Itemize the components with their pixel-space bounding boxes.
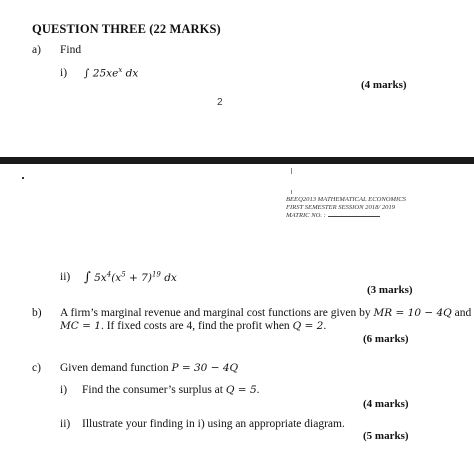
scan-mark [291,190,292,194]
part-ci-q-value: Q = 5 [225,384,257,396]
scan-mark [291,168,292,174]
part-aii-marks: (3 marks) [367,284,413,296]
part-a-label: a) [32,44,41,56]
part-b-mr-formula: MR = 10 − 4Q [373,307,452,319]
semester-session: FIRST SEMESTER SESSION 2018/ 2019 [286,204,396,211]
part-b-text-1: A firm’s marginal revenue and marginal cost functions are given by [60,307,371,319]
integral-differential: dx [125,67,139,80]
question-title: QUESTION THREE (22 MARKS) [32,22,221,36]
part-ai-marks: (4 marks) [361,79,407,91]
part-c-label: c) [32,362,41,374]
part-b-label: b) [32,307,42,319]
part-c-demand-formula: P = 30 − 4Q [171,362,239,374]
part-ci-line [82,384,260,396]
part-a-text: Find [60,44,82,56]
page-break-rule [0,157,474,164]
part-cii-marks: (5 marks) [363,430,409,442]
exam-header [286,196,406,220]
part-c-text: Given demand function [60,362,169,374]
part-b-text-4: . [323,320,327,332]
part-b-text-2: and [454,307,472,319]
part-b-text-3: . If fixed costs are 4, find the profit when [100,320,290,332]
part-c-line [60,362,238,374]
integral-exponent: x [118,66,123,74]
page-number: 2 [217,97,223,108]
part-cii-label: ii) [60,418,71,430]
part-cii-text: Illustrate your finding in i) using an appropriate diagram. [82,418,345,430]
matric-no-line [328,216,380,217]
matric-no-label [286,212,406,220]
part-ai-label: i) [60,67,68,79]
part-b-mc-formula: MC = 1 [60,320,101,332]
part-ci-text: Find the consumer’s surplus at [82,384,223,396]
part-b-q-value: Q = 2 [292,320,324,332]
scan-speck [22,177,24,179]
part-b-line1 [60,307,471,319]
part-b-line2 [60,320,326,332]
part-ci-label: i) [60,384,68,396]
integral-expression: ∫ 25xe [84,67,119,80]
part-ci-end: . [256,384,260,396]
part-ai-integral [84,66,138,80]
part-ci-marks: (4 marks) [363,398,409,410]
matric-no-text: MATRIC NO. : [286,212,326,219]
part-b-marks: (6 marks) [363,333,409,345]
part-aii-integral: ∫ $5x^4(x^5 + 7)^{19}$ dx [84,270,177,285]
part-aii-label: ii) [60,271,71,283]
course-code-title: BEEQ2013 MATHEMATICAL ECONOMICS [286,196,406,203]
